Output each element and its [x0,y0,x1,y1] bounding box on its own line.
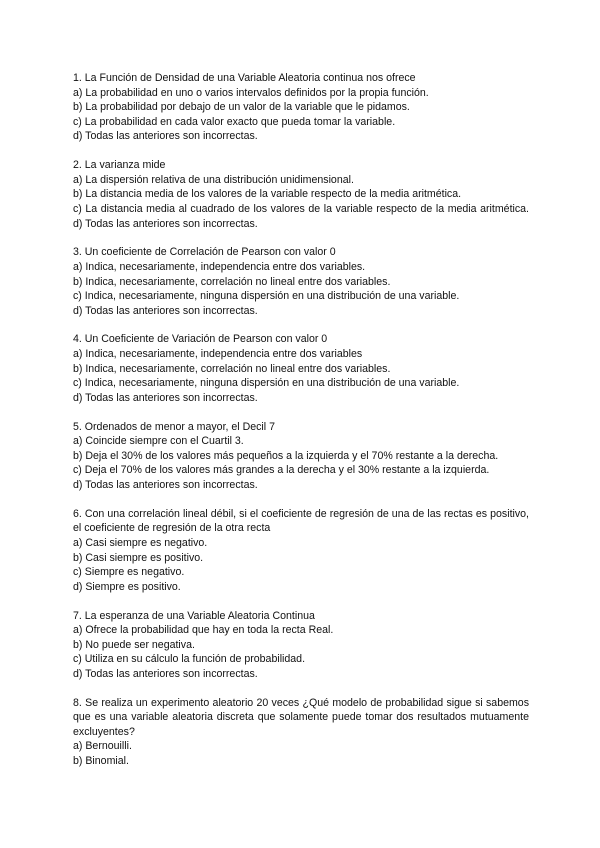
question-6-option-c: c) Siempre es negativo. [73,566,185,579]
question-1-option-c: c) La probabilidad en cada valor exacto que pueda tomar la variable. [73,115,396,128]
question-6-option-b: b) Casi siempre es positivo. [73,551,204,564]
question-list [73,71,529,783]
question-6 [73,507,529,595]
question-4-option-d: d) Todas las anteriores son incorrectas. [73,391,258,404]
question-5-option-d: d) Todas las anteriores son incorrectas. [73,479,258,491]
question-6-stem: 6. Con una correlación lineal débil, si el coeficiente de regresión de una de las rectas es positivo, el coeficiente de regresión de la otra recta [73,507,529,535]
question-4-stem: 4. Un Coeficiente de Variación de Pearson con valor 0 [73,333,328,346]
question-2 [73,158,529,231]
question-5-stem: 5. Ordenados de menor a mayor, el Decil 7 [73,420,275,433]
question-5-option-b: b) Deja el 30% de los valores más pequeños a la izquierda y el 70% restante a la derecha. [73,449,499,462]
question-4-option-a: a) Indica, necesariamente, independencia entre dos variables [73,348,363,361]
question-1 [73,71,529,144]
question-5 [73,420,529,493]
question-7-option-d: d) Todas las anteriores son incorrectas. [73,667,258,680]
question-8-stem: 8. Se realiza un experimento aleatorio 20 veces ¿Qué modelo de probabilidad sigue si sabemos que es una variable aleatoria discreta que solamente puede tomar dos resultados mutuamente excluyentes? [73,696,529,738]
question-8-option-a: a) Bernouilli. [73,740,132,753]
question-8-option-b: b) Binomial. [73,755,129,768]
question-5-option-a: a) Coincide siempre con el Cuartil 3. [73,435,244,448]
question-7-option-b: b) No puede ser negativa. [73,638,195,651]
question-1-option-a: a) La probabilidad en uno o varios intervalos definidos por la propia función. [73,86,429,99]
question-2-option-b: b) La distancia media de los valores de la variable respecto de la media aritmética. [73,188,462,201]
question-3-option-b: b) Indica, necesariamente, correlación no lineal entre dos variables. [73,275,391,288]
question-7 [73,609,529,682]
question-2-stem: 2. La varianza mide [73,159,166,172]
question-4-option-c: c) Indica, necesariamente, ninguna dispersión en una distribución de una variable. [73,377,460,390]
question-1-option-d: d) Todas las anteriores son incorrectas. [73,130,258,143]
question-2-option-c-d: c) La distancia media al cuadrado de los valores de la variable respecto de la media aritmética. d) Todas las anteriores son incorrectas. [73,202,529,230]
question-3-stem: 3. Un coeficiente de Correlación de Pearson con valor 0 [73,246,336,259]
question-4-option-b: b) Indica, necesariamente, correlación no lineal entre dos variables. [73,362,391,375]
question-8 [73,696,529,769]
question-3 [73,245,529,318]
question-4 [73,332,529,405]
question-5-option-c: c) Deja el 70% de los valores más grandes a la derecha y el 30% restante a la izquierda. [73,464,490,477]
question-2-option-a: a) La dispersión relativa de una distribución unidimensional. [73,173,354,186]
question-7-option-a: a) Ofrece la probabilidad que hay en toda la recta Real. [73,624,334,637]
question-7-option-c: c) Utiliza en su cálculo la función de probabilidad. [73,653,306,666]
question-1-option-b: b) La probabilidad por debajo de un valor de la variable que le pidamos. [73,101,410,114]
question-6-option-d: d) Siempre es positivo. [73,580,181,593]
question-1-stem: 1. La Función de Densidad de una Variable Aleatoria continua nos ofrece [73,72,416,84]
question-7-stem: 7. La esperanza de una Variable Aleatoria Continua [73,609,315,622]
question-3-option-a: a) Indica, necesariamente, independencia entre dos variables. [73,260,366,273]
question-6-option-a: a) Casi siempre es negativo. [73,536,208,549]
question-3-option-d: d) Todas las anteriores son incorrectas. [73,304,258,317]
question-3-option-c: c) Indica, necesariamente, ninguna dispersión en una distribución de una variable. [73,290,460,303]
